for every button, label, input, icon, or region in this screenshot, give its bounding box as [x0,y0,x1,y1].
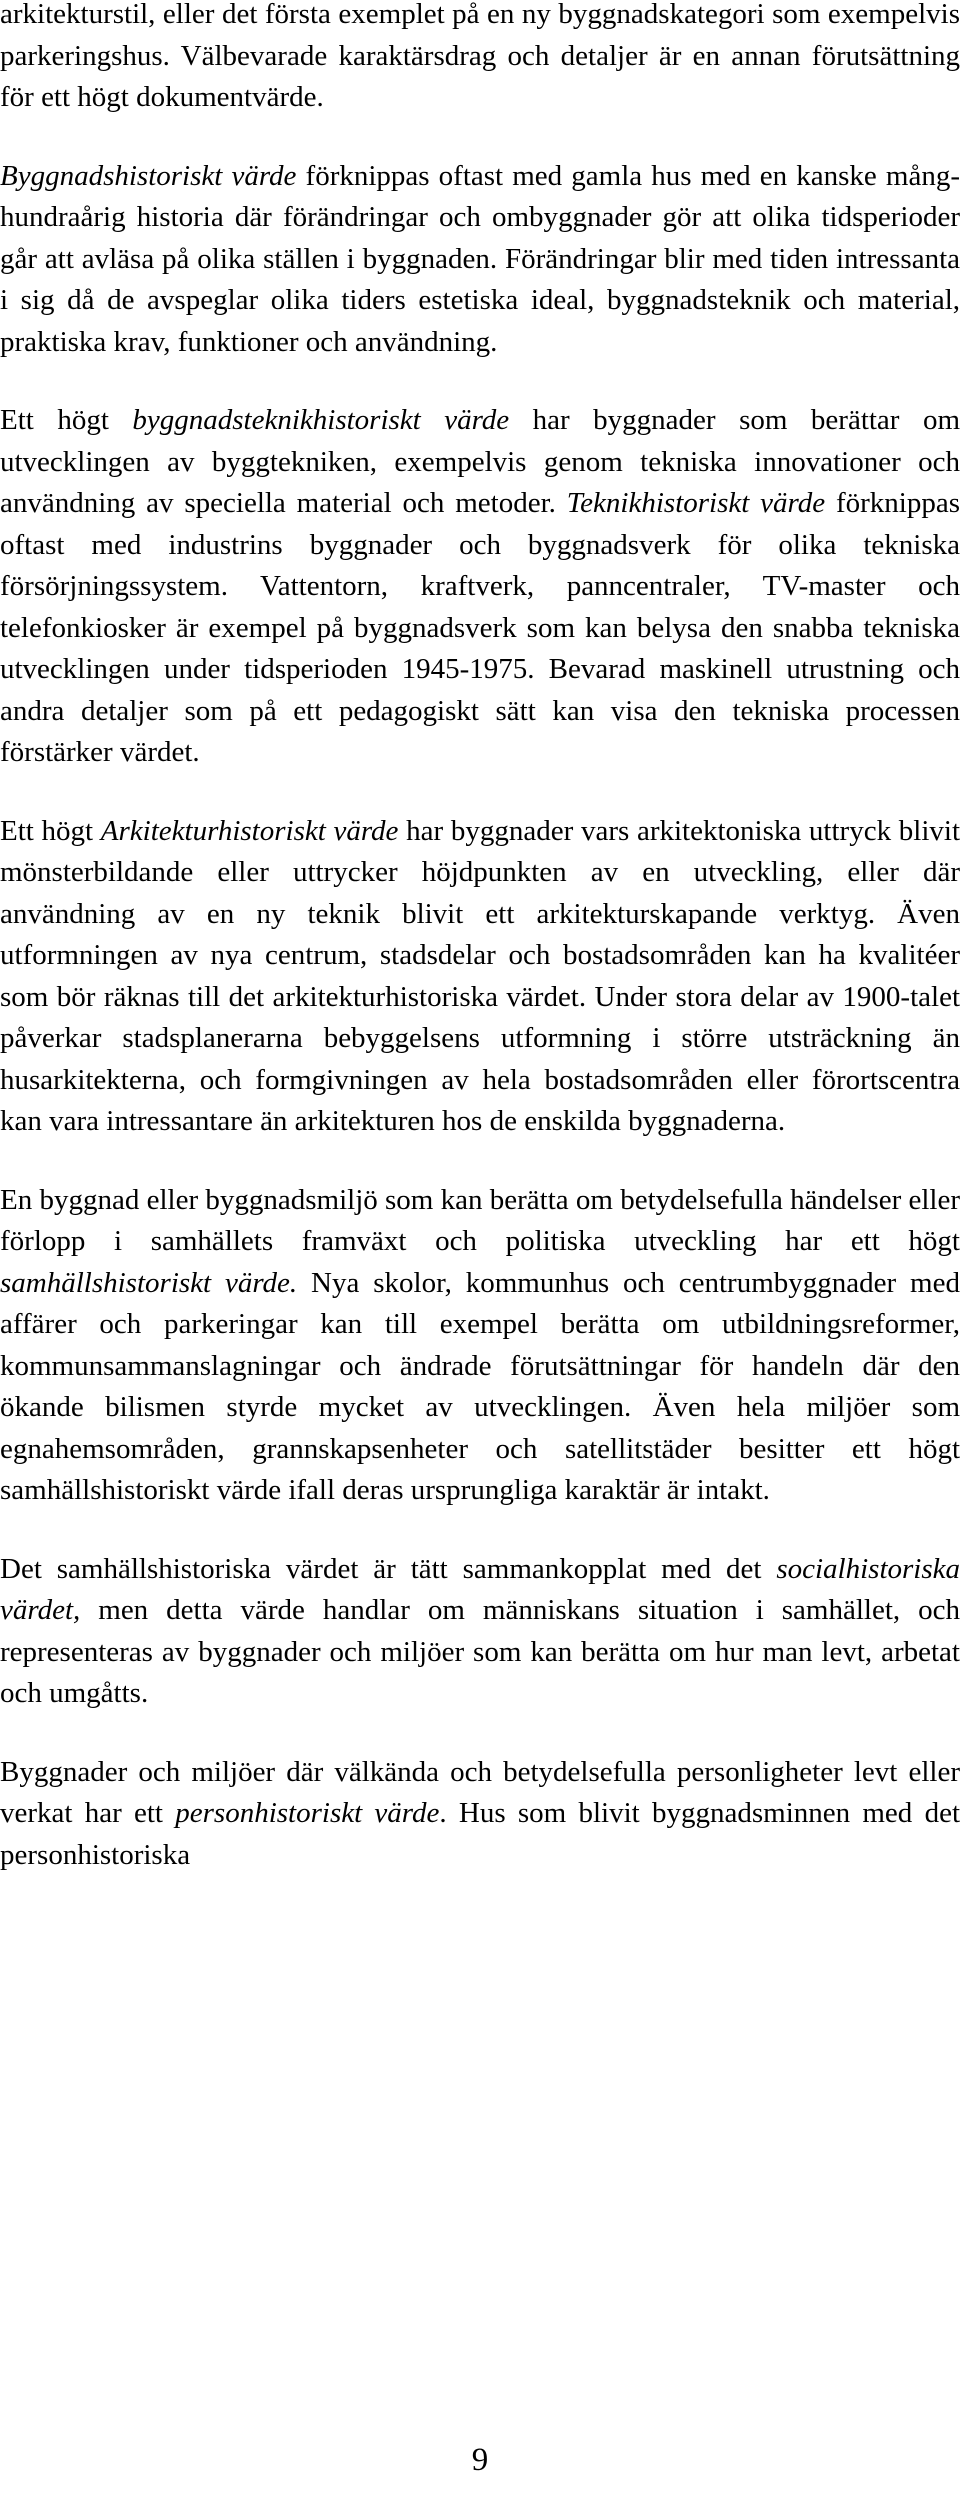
text-segment: arkitekturstil, eller det första exemplet på en ny byggnadskategori som exempelvis parkeringshus. Välbevarade karaktärsdrag och detaljer är en annan förutsättning för ett högt dokumentvärde. [0,0,960,113]
text-segment: förknippas oftast med industrins byggnader och byggnadsverk för olika tekniska försörjningssystem. Vattentorn, kraftverk, panncentraler, TV-master och telefonkiosker är exempel på byggnadsverk som kan belysa den snabba tekniska utvecklingen under tidsperioden 1945-1975. Bevarad maskinell utrustning och andra detaljer som på ett pedagogiskt sätt kan visa den tekniska processen förstärker värdet. [0,487,960,768]
text-segment: Nya skolor, kommunhus och centrumbyggnader med affärer och parkeringar kan till exempel berätta om utbildningsreformer, kommunsammanslagningar och ändrade förutsättningar för handeln där den ökande bilismen styrde mycket av utvecklingen. Även hela miljöer som egnahemsområden, grannskapsenheter och satellitstäder besitter ett högt samhällshistoriskt värde ifall deras ursprungliga karaktär är intakt. [0,1266,960,1506]
term-italic: Teknikhistoriskt värde [566,487,826,519]
text-segment: En byggnad eller byggnadsmiljö som kan berätta om betydelsefulla händelser eller förlopp i samhällets framväxt och politiska utveckling har ett högt [0,1183,960,1257]
term-italic: socialhistoriska värdet, [0,1552,960,1626]
term-italic: Arkitekturhistoriskt värde [100,814,399,847]
text-segment: har byggnader vars arkitektoniska uttryck blivit mönsterbildande eller uttrycker höjdpunkten av en utveckling, eller där användning av en ny teknik blivit ett arkitekturskapande verktyg. Även utformningen av nya centrum, stadsdelar och bostadsområden kan ha kvalitéer som bör räknas till det arkitekturhistoriska värdet. Under stora delar av 1900-talet påverkar stadsplanerarna bebyggelsens utformning i större utsträckning än husarkitekterna, och formgivningen av hela bostadsområden eller förortscentra kan vara intressantare än arkitekturen hos de enskilda byggnaderna. [0,814,960,1137]
term-italic: samhällshistoriskt värde. [0,1266,298,1299]
paragraph-social-history-value [0,1180,960,1512]
paragraph-document-value [0,0,960,119]
text-segment: Byggnader och miljöer där välkända och betydelsefulla personligheter levt eller verkat har ett [0,1755,960,1829]
text-segment: har byggnader som berättar om utvecklingen av byggtekniken, exempelvis genom tekniska innovationer och användning av speciella material och metoder. [0,404,960,519]
page-number: 9 [471,2442,489,2478]
text-segment: förknippas oftast med gamla hus med en kanske månghundraårig historia där förändringar och ombyggnader gör att olika tidsperioder går att avläsa på olika ställen i byggnaden. Förändringar blir med tiden intressanta i sig då de avspeglar olika tiders estetiska ideal, byggnadsteknik och material, praktiska krav, funktioner och användning. [0,159,960,358]
text-segment: . Hus som blivit byggnadsminnen med det personhistoriska [0,1797,960,1871]
term-italic: Byggnadshistoriskt värde [0,159,297,192]
paragraph-personal-history-value [0,1752,960,1877]
text-segment: Ett högt [0,814,101,847]
term-italic: byggnadsteknikhistoriskt värde [132,404,510,436]
paragraph-building-technology-value [0,400,960,774]
paragraph-building-history-value [0,156,960,364]
text-segment: men detta värde handlar om människans situation i samhället, och representeras av byggnader och miljöer som kan berätta om hur man levt, arbetat och umgåtts. [0,1594,960,1709]
text-segment: Ett högt [0,404,133,436]
paragraph-socialhistorical-value [0,1549,960,1715]
text-segment: Det samhällshistoriska värdet är tätt sammankopplat med det [0,1552,777,1585]
term-italic: personhistoriskt värde [175,1797,440,1829]
paragraph-architecture-history-value [0,811,960,1143]
